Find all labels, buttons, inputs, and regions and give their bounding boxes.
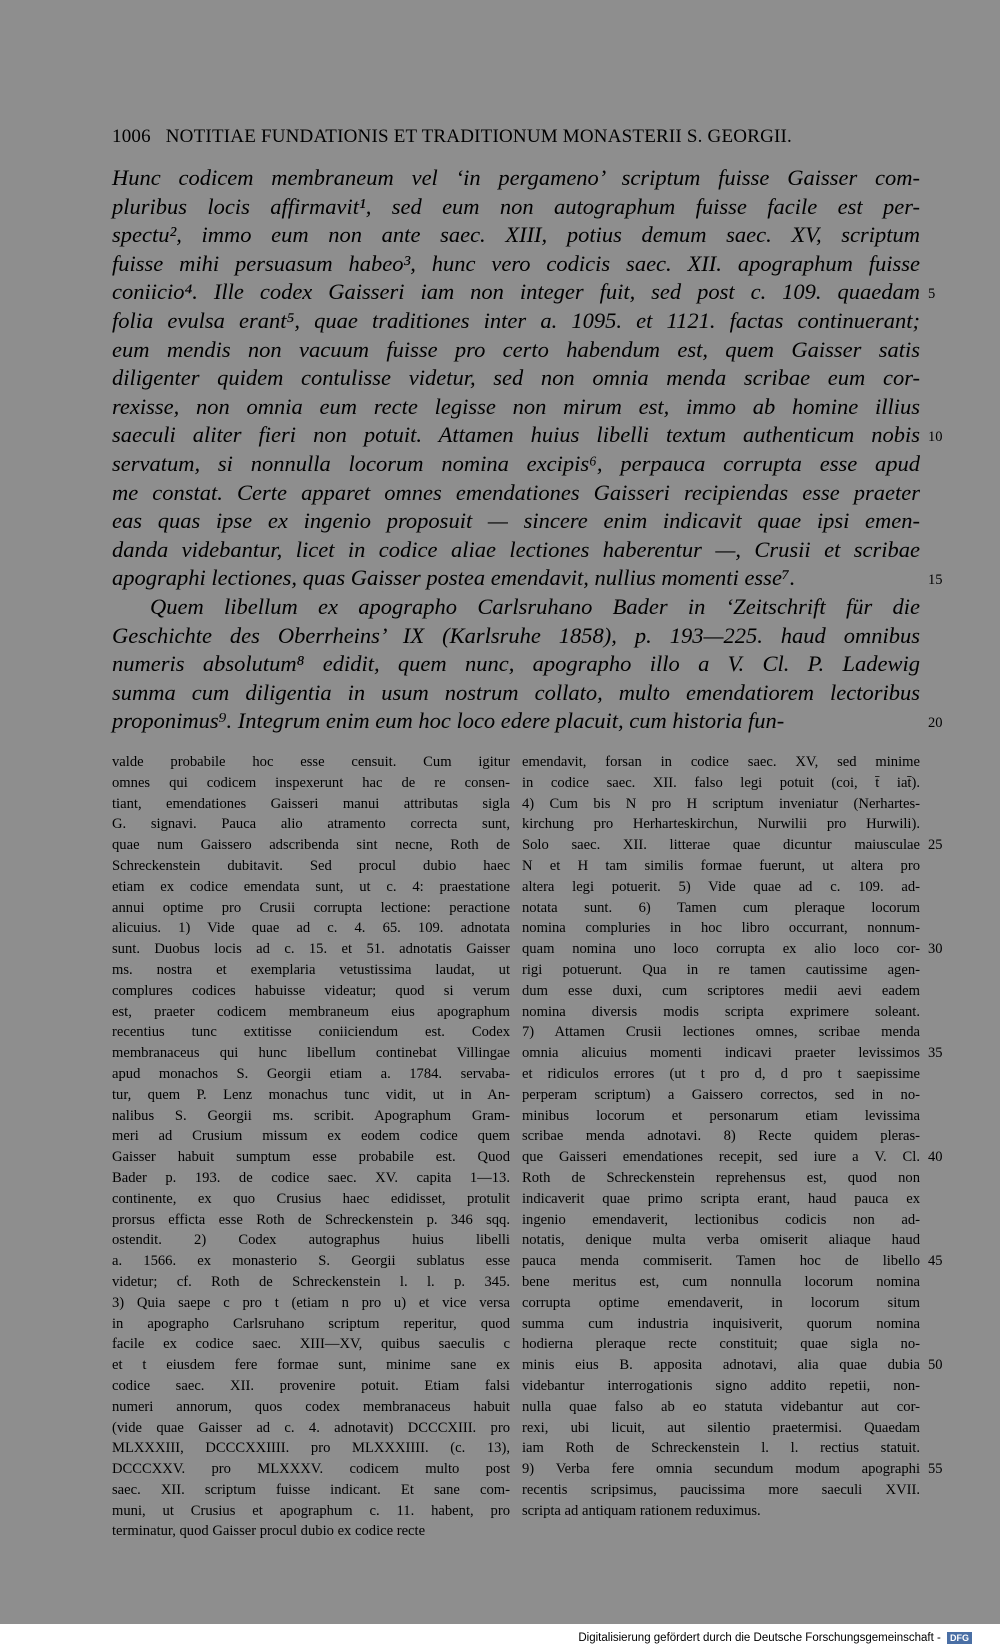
footnote-line: muni, ut Crusius et apographum c. 11. habent, pro <box>112 1502 510 1519</box>
footnote-line: tiant, emendationes Gaisseri manui attributas sigla <box>112 795 510 812</box>
footnote-line: saec. XII. scriptum fuisse indicant. Et sane com- <box>112 1481 510 1498</box>
main-line: folia evulsa erant⁵, quae traditiones inter a. 1095. et 1121. factas continuerant; <box>112 307 920 333</box>
footnote-line: pauca menda commiserit. Tamen hoc de libello <box>522 1253 920 1270</box>
footnote-line: kirchung pro Herharteskirchun, Nurwilii pro Hurwili). <box>522 816 920 833</box>
footnote-line: ingenio emendaverit, lectionibus codicis non ad- <box>522 1211 920 1228</box>
main-line: eas quas ipse ex ingenio proposuit — sincere enim indicavit quae ipsi emen- <box>112 508 920 534</box>
footnote-line: in apographo Carlsruhano scriptum reperitur, quod <box>112 1315 510 1332</box>
footnote-line: nomina diversis modis scripta exprimere soleant. <box>522 1003 920 1020</box>
footnote-line: annui optime pro Crusii corrupta lectione: peractione <box>112 899 510 916</box>
footnote-line: notatis, denique multa verba omiserit aliaque haud <box>522 1232 920 1249</box>
dfg-logo: DFG <box>947 1632 972 1644</box>
running-title: NOTITIAE FUNDATIONIS ET TRADITIONUM MONASTERII S. GEORGII. <box>165 126 793 147</box>
footnote-line: a. 1566. ex monasterio S. Georgii sublatus esse <box>112 1253 510 1270</box>
footnote-line: minibus locorum et personarum etiam levissima <box>522 1107 920 1124</box>
footnote-line: codice saec. XII. provenire potuit. Etiam falsi <box>112 1377 510 1394</box>
footnote-line: videbantur interrogationis signo addito repetii, non- <box>522 1377 920 1394</box>
footnotes-left-column <box>112 752 510 1542</box>
footnote-line: altera legi potuerit. 5) Vide quae ad c. 109. ad- <box>522 878 920 895</box>
main-line: Quem libellum ex apographo Carlsruhano Bader in ‘Zeitschrift für die <box>150 593 920 619</box>
main-line: servatum, si nonnulla locorum nomina excipis⁶, perpauca corrupta esse apud <box>112 450 920 476</box>
main-line: fuisse mihi persuasum habeo³, hunc vero codicis saec. XII. apographum fuisse <box>112 250 920 276</box>
footnote-line: que Gaisseri emendationes recepit, sed iure a V. Cl. <box>522 1149 920 1166</box>
main-line: pluribus locis affirmavit¹, sed eum non autographum fuisse facile est per- <box>112 193 920 219</box>
footnote-line: meri ad Crusium missum ex eodem codice quem <box>112 1128 510 1145</box>
main-line: apographi lectiones, quas Gaisser postea emendavit, nullius momenti esse⁷. <box>112 565 796 591</box>
main-line-number: 20 <box>928 715 943 732</box>
main-line: Hunc codicem membraneum vel ‘in pergameno’ scriptum fuisse Gaisser com- <box>112 165 920 190</box>
main-line: saeculi aliter fieri non potuit. Attamen huius libelli textum authenticum nobis <box>112 422 920 448</box>
footnote-line: Gaisser habuit sumptum esse probabile est. Quod <box>112 1149 510 1166</box>
footnote-line: complures codices habuisse videatur; quod si verum <box>112 982 510 999</box>
running-header <box>112 126 792 148</box>
main-line: eum mendis non vacuum fuisse pro certo habendum est, quem Gaisser satis <box>112 336 920 362</box>
main-line: summa cum diligentia in usum nostrum collato, multo emendatiorem lectoribus <box>112 679 920 705</box>
footnote-line: omnes qui codicem inspexerunt hac de re consen- <box>112 774 510 791</box>
footnote-line: emendavit, forsan in codice saec. XV, sed minime <box>522 754 920 770</box>
footnote-line-number: 55 <box>928 1461 943 1478</box>
page-number: 1006 <box>112 126 151 147</box>
footnote-line: 7) Attamen Crusii lectiones omnes, scribae menda <box>522 1024 920 1041</box>
footnote-line: hodierna pleraque recte constituit; quae sigla no- <box>522 1336 920 1353</box>
footnote-line: recentius tunc extitisse coniiciendum est. Codex <box>112 1024 510 1041</box>
main-line: diligenter quidem contulisse videtur, sed non omnia menda scribae eum cor- <box>112 365 920 391</box>
footnote-line-number: 25 <box>928 837 943 854</box>
main-line: coniicio⁴. Ille codex Gaisseri iam non integer fuit, sed post c. 109. quaedam <box>112 279 920 305</box>
footnote-line: rigi potuerunt. Qua in re tamen cautissime agen- <box>522 961 920 978</box>
footnote-line: notata sunt. 6) Tamen cum pleraque locorum <box>522 899 920 916</box>
footnote-line-number: 50 <box>928 1357 943 1374</box>
footnote-line: iam Roth de Schreckenstein l. l. rectius statuit. <box>522 1440 920 1457</box>
footnote-line: minis eius B. apposita adnotavi, alia quae dubia <box>522 1357 920 1374</box>
main-line: spectu², immo eum non ante saec. XIII, potius demum saec. XV, scriptum <box>112 222 920 248</box>
main-text <box>112 164 920 736</box>
main-line-number: 5 <box>928 286 936 303</box>
footnote-line: membranaceus qui hunc libellum continebat Villingae <box>112 1045 510 1062</box>
footnote-line: ostendit. 2) Codex autographus huius libelli <box>112 1232 510 1249</box>
footnote-line: MLXXXIII, DCCCXXIIII. pro MLXXXIIII. (c. 13), <box>112 1440 510 1457</box>
main-line: numeris absolutum⁸ edidit, quem nunc, apographo illo a V. Cl. P. Ladewig <box>112 651 920 677</box>
footnote-line: scribae menda adnotavi. 8) Recte quidem pleras- <box>522 1128 920 1145</box>
footnote-line: nomina compluries in hoc libro occurrant, nonnum- <box>522 920 920 937</box>
footnote-line: Roth de Schreckenstein reprehensus est, quod non <box>522 1169 920 1186</box>
footnote-line: etiam ex codice emendata sunt, ut c. 4: praestatione <box>112 878 510 895</box>
main-line-number: 15 <box>928 572 943 589</box>
footnote-line: Schreckenstein dubitavit. Sed procul dubio haec <box>112 857 510 874</box>
footnote-line: quae num Gaissero adscribenda sint necne, Roth de <box>112 837 510 854</box>
footnote-line: ms. nostra et exemplaria vetustissima laudat, ut <box>112 961 510 978</box>
footnote-line: Solo saec. XII. litterae quae dicuntur maiusculae <box>522 837 920 854</box>
footnote-line: DCCCXXV. pro MLXXXV. codicem multo post <box>112 1461 510 1478</box>
footnote-line: est, praeter codicem membraneum eius apographum <box>112 1003 510 1020</box>
footnote-line: alicuius. 1) Vide quae ad c. 4. 65. 109. adnotata <box>112 920 510 937</box>
footnote-line: bene meritus est, cum nonnulla locorum nomina <box>522 1273 920 1290</box>
footnote-line: dum esse duxi, cum scriptores medii aevi eadem <box>522 982 920 999</box>
footnote-line: et ridiculos errores (ut t pro d, d pro t saepissime <box>522 1065 920 1082</box>
footer-credit-text: Digitalisierung gefördert durch die Deutsche Forschungsgemeinschaft - <box>578 1632 941 1644</box>
main-line-number: 10 <box>928 429 943 446</box>
main-line: proponimus⁹. Integrum enim eum hoc loco edere placuit, cum historia fun- <box>112 708 785 734</box>
footnote-line: tur, quem P. Lenz monachus tunc vidit, ut in An- <box>112 1086 510 1103</box>
main-line: me constat. Certe apparet omnes emendationes Gaisseri recipiendas esse praeter <box>112 479 920 505</box>
footnote-line: in codice saec. XII. falso legi potuit (coi, t̄ iat̄). <box>522 774 920 791</box>
main-line: Geschichte des Oberrheins’ IX (Karlsruhe 1858), p. 193—225. haud omnibus <box>112 622 920 648</box>
footer-credit <box>578 1632 972 1644</box>
footnote-line: (vide quae Gaisser ad c. 4. adnotavit) DCCCXIII. pro <box>112 1419 510 1436</box>
footnote-line: corrupta optime emendaverit, in locorum situm <box>522 1294 920 1311</box>
footnote-line: videtur; cf. Roth de Schreckenstein l. l. p. 345. <box>112 1273 510 1290</box>
footnote-line: quam nomina uno loco corrupta ex alio loco cor- <box>522 941 920 958</box>
footnote-line-number: 40 <box>928 1149 943 1166</box>
footnotes-right-column <box>522 752 920 1521</box>
footnote-line: omnia alicuius momenti indicavi praeter levissimos <box>522 1045 920 1062</box>
footnote-line: terminatur, quod Gaisser procul dubio ex codice recte <box>112 1523 426 1540</box>
footnote-line: et t eiusdem fere formae sunt, minime sane ex <box>112 1357 510 1374</box>
footnote-line: prorsus efficta esse Roth de Schreckenstein p. 346 sqq. <box>112 1211 510 1228</box>
footnote-line: 3) Quia saepe c pro t (etiam n pro u) et vice versa <box>112 1294 510 1311</box>
footnote-line: 4) Cum bis N pro H scriptum inveniatur (Nerhartes- <box>522 795 920 812</box>
footnote-line: nalibus S. Georgii ms. scribit. Apographum Gram- <box>112 1107 510 1124</box>
main-line: danda videbantur, licet in codice aliae lectiones haberentur —, Crusii et scribae <box>112 536 920 562</box>
footnote-line: scripta ad antiquam rationem reduximus. <box>522 1502 761 1519</box>
footnote-line: N et H tam similis formae fuerunt, ut altera pro <box>522 857 920 874</box>
footnote-line: G. signavi. Pauca alio atramento correcta sunt, <box>112 816 510 833</box>
footnote-line: rexi, ubi licuit, aut silentio praetermisi. Quaedam <box>522 1419 920 1436</box>
footnote-line: apud monachos S. Georgii etiam a. 1784. servaba- <box>112 1065 510 1082</box>
footnote-line: continente, ex quo Crusius haec edidisset, protulit <box>112 1190 510 1207</box>
footnote-line: 9) Verba fere omnia secundum modum apographi <box>522 1461 920 1478</box>
footnote-line: perperam scriptum) a Gaissero correctos, sed in no- <box>522 1086 920 1103</box>
footnote-line: nulla quae falso ab eo statuta videbantur aut cor- <box>522 1398 920 1415</box>
footnote-line: recentis scripsimus, paucissima more saeculi XVII. <box>522 1481 920 1498</box>
footnote-line-number: 30 <box>928 941 943 958</box>
footnote-line: numeri annorum, quos codex membranaceus habuit <box>112 1398 510 1415</box>
main-line: rexisse, non omnia eum recte legisse non mirum est, immo ab homine illius <box>112 393 920 419</box>
footnote-line: Bader p. 193. de codice saec. XV. capita 1—13. <box>112 1169 510 1186</box>
footnote-line: sunt. Duobus locis ad c. 15. et 51. adnotatis Gaisser <box>112 941 510 958</box>
footnote-line: summa cum industria inquisiverit, quorum nomina <box>522 1315 920 1332</box>
footnote-line: indicaverit quae primo scripta erant, haud pauca ex <box>522 1190 920 1207</box>
footnote-line: valde probabile hoc esse censuit. Cum igitur <box>112 754 510 770</box>
footnote-line-number: 35 <box>928 1045 943 1062</box>
footnote-line: facile ex codice saec. XIII—XV, quibus saeculis c <box>112 1336 510 1353</box>
footnote-line-number: 45 <box>928 1253 943 1270</box>
